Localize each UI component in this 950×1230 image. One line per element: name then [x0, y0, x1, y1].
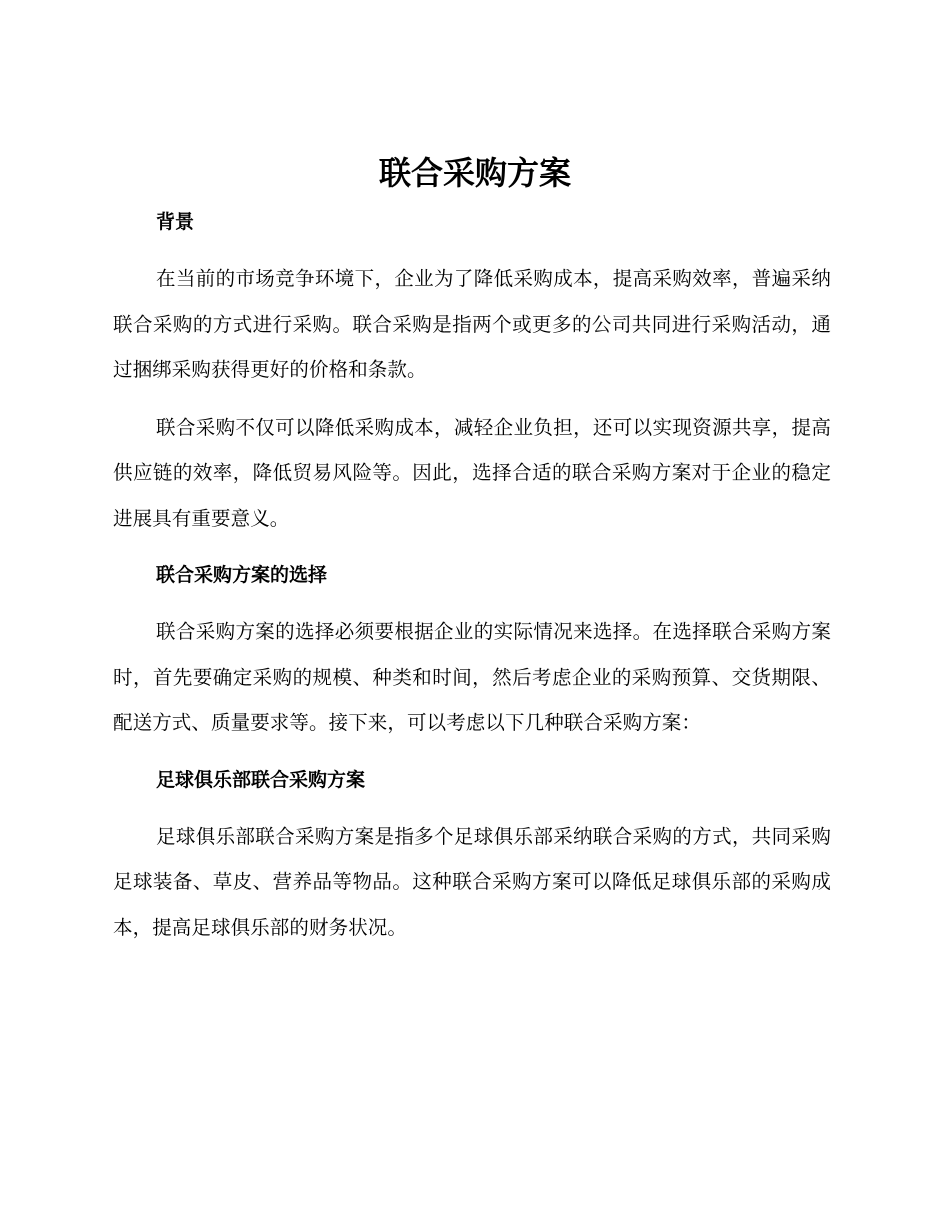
- paragraph: 联合采购不仅可以降低采购成本，减轻企业负担，还可以实现资源共享，提高供应链的效率，降低贸易风险等。因此，选择合适的联合采购方案对于企业的稳定进展具有重要意义。: [113, 415, 831, 530]
- section-heading-background: 背景: [156, 211, 195, 233]
- document-title: 联合采购方案: [378, 154, 571, 192]
- paragraph: 联合采购方案的选择必须要根据企业的实际情况来选择。在选择联合采购方案时，首先要确定采购的规模、种类和时间，然后考虑企业的采购预算、交货期限、配送方式、质量要求等。接下来，可以考虑以下几种联合采购方案：: [113, 620, 831, 734]
- section-heading-plan-selection: 联合采购方案的选择: [156, 564, 328, 586]
- section-heading-football-club-plan: 足球俱乐部联合采购方案: [156, 768, 366, 791]
- paragraph: 在当前的市场竞争环境下，企业为了降低采购成本，提高采购效率，普遍采纳联合采购的方式进行采购。联合采购是指两个或更多的公司共同进行采购活动，通过捆绑采购获得更好的价格和条款。: [113, 267, 831, 381]
- document-body: [113, 200, 831, 962]
- paragraph: 足球俱乐部联合采购方案是指多个足球俱乐部采纳联合采购的方式，共同采购足球装备、草皮、营养品等物品。这种联合采购方案可以降低足球俱乐部的采购成本，提高足球俱乐部的财务状况。: [113, 824, 831, 939]
